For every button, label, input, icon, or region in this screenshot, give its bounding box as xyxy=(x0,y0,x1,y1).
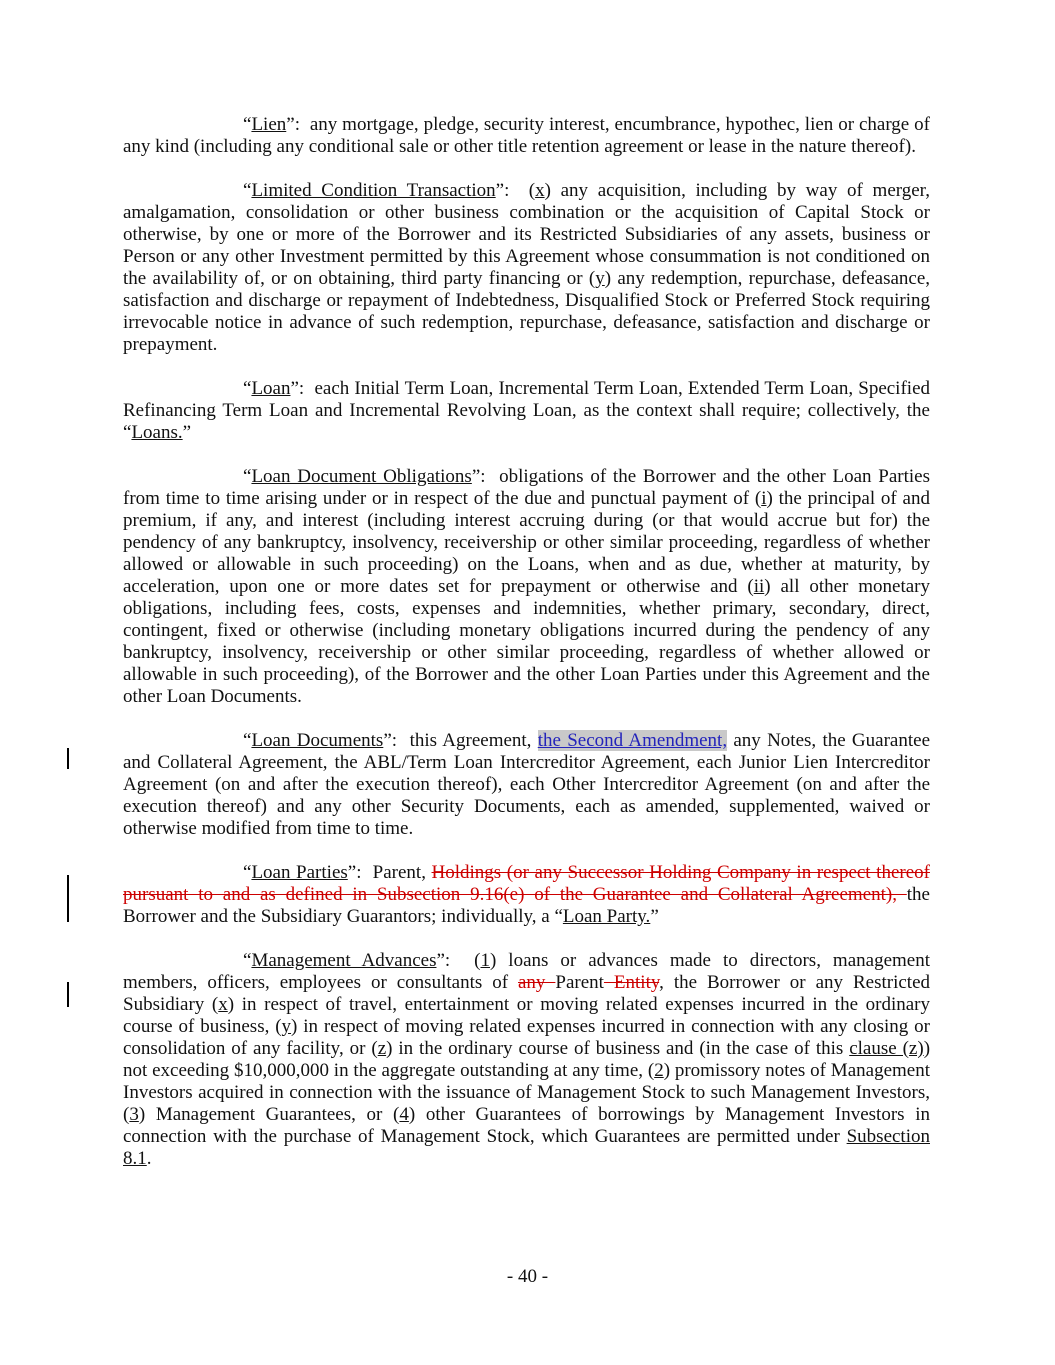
body-text: ”: each Initial Term Loan, Incremental Term Loan, Extended Term Loan, Specified Refinancing Term Loan and Incremental Revolving Loan, as the context shall require; collectively, the “ xyxy=(123,378,930,443)
deleted-text: Entity xyxy=(603,972,660,993)
body-text: ”: obligations of the Borrower and the other Loan Parties from time to time arising under or in respect of the due and punctual payment of ( xyxy=(123,466,931,509)
body-text: “ xyxy=(243,114,252,135)
defined-term: clause (z) xyxy=(849,1038,924,1059)
body-text: ” xyxy=(182,422,192,443)
body-text: ”: ( xyxy=(436,950,481,971)
body-text: , the Borrower or any Restricted Subsidiary ( xyxy=(123,972,930,1015)
body-text: ”: ( xyxy=(495,180,536,201)
paragraph xyxy=(123,862,930,928)
defined-term: Loan Document Obligations xyxy=(251,466,472,487)
body-text: “ xyxy=(243,466,252,487)
defined-term: 1 xyxy=(480,950,490,971)
deleted-text: any xyxy=(518,972,556,993)
paragraph xyxy=(123,950,930,1170)
body-text: ) any redemption, repurchase, defeasance, satisfaction and discharge or repayment of Indebtedness, Disqualified Stock or Preferred Stock requiring irrevocable notice in advance of such redemption, repurchase, defeasance, satisfaction and discharge or prepayment. xyxy=(123,268,931,355)
paragraph xyxy=(123,378,930,444)
document-body xyxy=(123,114,930,1192)
paragraph xyxy=(123,730,930,840)
body-text: ) in respect of travel, entertainment or moving related expenses incurred in the ordinary course of business, ( xyxy=(123,994,931,1037)
defined-term: ii xyxy=(753,576,765,597)
body-text: ) Management Guarantees, or ( xyxy=(138,1104,400,1125)
body-text: any Notes, the Guarantee and Collateral Agreement, the ABL/Term Loan Intercreditor Agreement, each Junior Lien Intercreditor Agreement (on and after the execution thereof), each Other Intercreditor Agreement (on and after the execution thereof) and any other Security Documents, each as amended, supplemented, waived or otherwise modified from time to time. xyxy=(123,730,930,839)
body-text: ”: any mortgage, pledge, security interest, encumbrance, hypothec, lien or charge of any kind (including any conditional sale or other title retention agreement or lease in the nature thereof). xyxy=(123,114,930,157)
defined-term: Loan Party. xyxy=(562,906,651,927)
body-text: ) promissory notes of Management Investors acquired in connection with the issuance of Management Stock to such Management Investors, ( xyxy=(123,1060,930,1125)
change-bar xyxy=(67,875,69,922)
body-text: “ xyxy=(243,862,252,883)
body-text: ) any acquisition, including by way of merger, amalgamation, consolidation or other business combination or the acquisition of Capital Stock or otherwise, by one or more of the Borrower and its Restricted Subsidiaries of any assets, business or Person or any other Investment permitted by this Agreement whose consummation is not conditioned on the availability of, or on obtaining, third party financing or ( xyxy=(123,180,930,289)
defined-term: i xyxy=(761,488,767,509)
defined-term: Management Advances xyxy=(251,950,437,971)
body-text: ”: Parent, xyxy=(347,862,432,883)
body-text: ) the principal of and premium, if any, and interest (including interest accruing during (or that would accrue but for) the pendency of any bankruptcy, insolvency, receivership or other similar proceeding, regardless of whether allowed or allowable in such proceeding) on the Loans, when and as due, whether at maturity, by acceleration, upon one or more dates set for prepayment or otherwise and ( xyxy=(123,488,930,597)
body-text: ”: this Agreement, xyxy=(383,730,538,751)
page-number: - 40 - xyxy=(506,1266,549,1287)
defined-term: Lien xyxy=(251,114,287,135)
defined-term: Subsection 8.1 xyxy=(123,1126,930,1169)
inserted-text: the Second Amendment, xyxy=(537,730,728,751)
body-text: ” xyxy=(650,906,659,927)
change-bar xyxy=(67,982,69,1007)
body-text: ) not exceeding $10,000,000 in the aggregate outstanding at any time, ( xyxy=(123,1038,931,1081)
paragraph xyxy=(123,114,930,158)
body-text: ) in respect of moving related expenses incurred in connection with any closing or consolidation of any facility, or ( xyxy=(123,1016,930,1059)
defined-term: x xyxy=(535,180,545,201)
defined-term: Loan Documents xyxy=(251,730,384,751)
defined-term: 4 xyxy=(399,1104,409,1125)
body-text: ) in the ordinary course of business and (in the case of this xyxy=(386,1038,850,1059)
body-text: Parent xyxy=(555,972,604,993)
deleted-text: Holdings (or any Successor Holding Company in respect thereof pursuant to and as defined in Subsection 9.16(e) of the Guarantee and Collateral Agreement), xyxy=(123,862,930,905)
defined-term: Loans. xyxy=(131,422,183,443)
defined-term: Limited Condition Transaction xyxy=(251,180,496,201)
defined-term: x xyxy=(218,994,228,1015)
body-text: “ xyxy=(243,180,252,201)
paragraph xyxy=(123,180,930,356)
body-text: “ xyxy=(243,950,252,971)
body-text: “ xyxy=(243,378,252,399)
body-text: “ xyxy=(243,730,252,751)
defined-term: 2 xyxy=(654,1060,664,1081)
defined-term: 3 xyxy=(129,1104,139,1125)
defined-term: Loan xyxy=(251,378,291,399)
defined-term: y xyxy=(281,1016,292,1037)
defined-term: z xyxy=(377,1038,387,1059)
body-text: the Borrower and the Subsidiary Guarantors; individually, a “ xyxy=(123,884,930,927)
body-text: ) other Guarantees of borrowings by Management Investors in connection with the purchase of Management Stock, which Guarantees are permitted under xyxy=(123,1104,930,1147)
body-text: ) all other monetary obligations, including fees, costs, expenses and indemnities, whether primary, secondary, direct, contingent, fixed or otherwise (including monetary obligations incurred during the pendency of any bankruptcy, insolvency, receivership or other similar proceeding, regardless of whether allowed or allowable in such proceeding), of the Borrower and the other Loan Parties under this Agreement and the other Loan Documents. xyxy=(123,576,931,707)
body-text: ) loans or advances made to directors, management members, officers, employees or consultants of xyxy=(123,950,930,993)
defined-term: y xyxy=(595,268,605,289)
defined-term: Loan Parties xyxy=(251,862,348,883)
change-bar xyxy=(67,748,69,769)
body-text: . xyxy=(146,1148,152,1169)
paragraph xyxy=(123,466,930,708)
